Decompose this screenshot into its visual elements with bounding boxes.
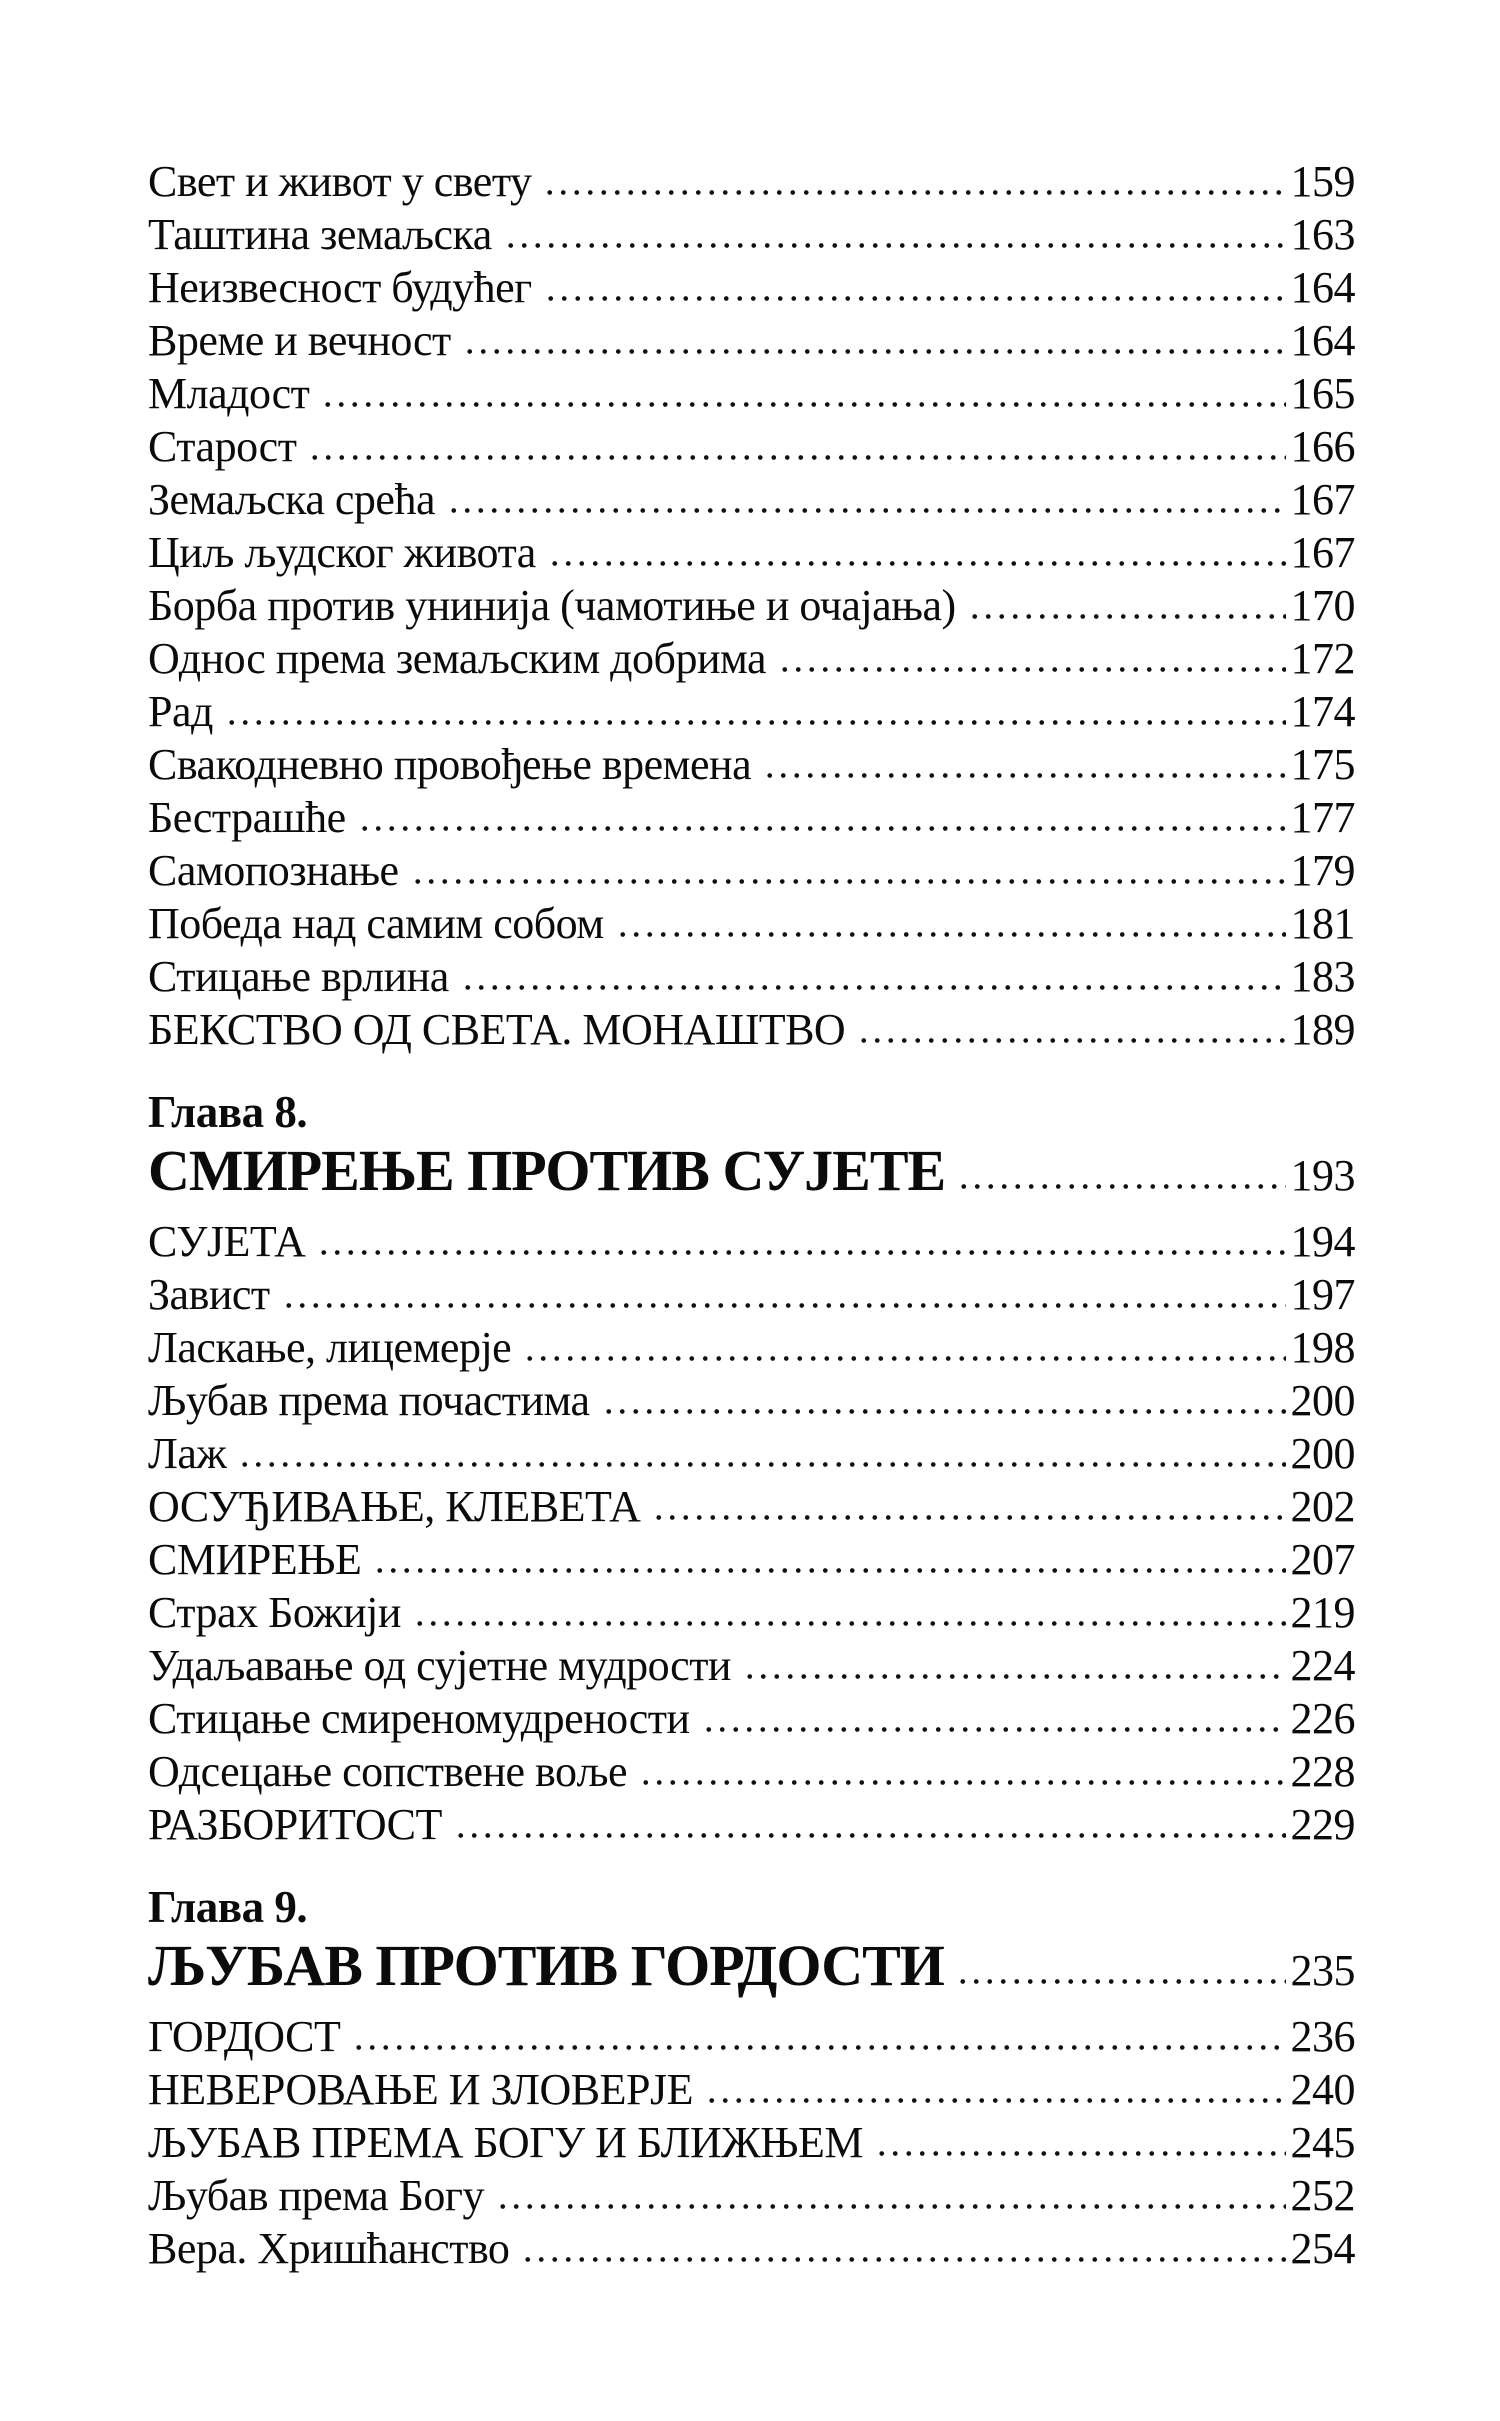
toc-row xyxy=(148,420,1355,473)
toc-entry-page-number: 167 xyxy=(1290,475,1355,524)
dot-leader xyxy=(413,1587,1286,1627)
toc-entry-label: Самопознање xyxy=(148,846,399,895)
toc-row xyxy=(148,844,1355,897)
toc-entry-page-number: 179 xyxy=(1290,846,1355,895)
toc-entry-page-number: 229 xyxy=(1290,1800,1355,1849)
toc-entry-label: Ласкање, лицемерје xyxy=(148,1323,512,1372)
toc-entry-page-number: 159 xyxy=(1290,157,1355,206)
dot-leader xyxy=(763,739,1285,779)
toc-row xyxy=(148,1003,1355,1056)
dot-leader xyxy=(463,315,1286,355)
toc-entry-page-number: 207 xyxy=(1290,1535,1355,1584)
dot-leader xyxy=(308,421,1285,461)
dot-leader xyxy=(616,898,1286,938)
dot-leader xyxy=(778,633,1285,673)
toc-entry-page-number: 200 xyxy=(1290,1429,1355,1478)
dot-leader xyxy=(411,845,1286,885)
toc-entry-label: Вера. Хришћанство xyxy=(148,2224,510,2273)
toc-row xyxy=(148,1692,1355,1745)
chapter-heading: Глава 9. xyxy=(148,1882,308,1932)
toc-row xyxy=(148,1480,1355,1533)
toc-entry-page-number: 240 xyxy=(1290,2065,1355,2114)
toc-entry-page-number: 198 xyxy=(1290,1323,1355,1372)
dot-leader xyxy=(956,1945,1286,1985)
toc-row xyxy=(148,526,1355,579)
toc-row xyxy=(148,950,1355,1003)
toc-entry-page-number: 181 xyxy=(1290,899,1355,948)
toc-row xyxy=(148,367,1355,420)
toc-entry-page-number: 245 xyxy=(1290,2118,1355,2167)
toc-page xyxy=(148,0,1355,2275)
toc-entry-label: Удаљавање од сујетне мудрости xyxy=(148,1641,731,1690)
toc-entry-label: Љубав према Богу xyxy=(148,2171,484,2220)
toc-row xyxy=(148,1268,1355,1321)
toc-entry-label: Свет и живот у свету xyxy=(148,157,532,206)
toc-row xyxy=(148,1745,1355,1798)
toc-entry-label: Младост xyxy=(148,369,310,418)
toc-entry-label: БЕКСТВО ОД СВЕТА. МОНАШТВО xyxy=(148,1005,846,1054)
dot-leader xyxy=(321,368,1285,408)
dot-leader xyxy=(702,1693,1286,1733)
toc-entry-label: РАЗБОРИТОСТ xyxy=(148,1800,442,1849)
toc-entry-page-number: 200 xyxy=(1290,1376,1355,1425)
toc-entry-page-number: 189 xyxy=(1290,1005,1355,1054)
toc-row xyxy=(148,314,1355,367)
dot-leader xyxy=(548,527,1286,567)
toc-entry-page-number: 166 xyxy=(1290,422,1355,471)
dot-leader xyxy=(447,474,1286,514)
dot-leader xyxy=(544,262,1286,302)
toc-entry-label: Лаж xyxy=(148,1429,227,1478)
toc-entry-label: Бестрашће xyxy=(148,793,346,842)
chapter-title-row xyxy=(148,1934,1355,1998)
toc-row xyxy=(148,473,1355,526)
dot-leader xyxy=(523,1322,1285,1362)
toc-entry-label: ОСУЂИВАЊЕ, КЛЕВЕТА xyxy=(148,1482,641,1531)
toc-entry-label: Страх Божији xyxy=(148,1588,401,1637)
toc-entry-label: Завист xyxy=(148,1270,270,1319)
toc-row xyxy=(148,1374,1355,1427)
toc-row xyxy=(148,1639,1355,1692)
toc-row xyxy=(148,2063,1355,2116)
toc-entry-label: Време и вечност xyxy=(148,316,451,365)
toc-row xyxy=(148,2116,1355,2169)
toc-row xyxy=(148,1533,1355,1586)
chapter-heading: Глава 8. xyxy=(148,1087,308,1137)
toc-entry-page-number: 164 xyxy=(1290,316,1355,365)
toc-entry-label: Циљ људског живота xyxy=(148,528,536,577)
toc-entry-page-number: 228 xyxy=(1290,1747,1355,1796)
toc-entry-label: Свакодневно провођење времена xyxy=(148,740,752,789)
dot-leader xyxy=(282,1269,1286,1309)
toc-entry-page-number: 174 xyxy=(1290,687,1355,736)
dot-leader xyxy=(454,1799,1286,1839)
toc-entry-page-number: 224 xyxy=(1290,1641,1355,1690)
toc-entry-page-number: 172 xyxy=(1290,634,1355,683)
dot-leader xyxy=(373,1534,1285,1574)
toc-entry-page-number: 226 xyxy=(1290,1694,1355,1743)
toc-entry-label: ГОРДОСТ xyxy=(148,2012,341,2061)
toc-entry-page-number: 197 xyxy=(1290,1270,1355,1319)
toc-entry-label: Стицање смиреномудрености xyxy=(148,1694,690,1743)
toc-entry-page-number: 194 xyxy=(1290,1217,1355,1266)
toc-entry-label: Однос према земаљским добрима xyxy=(148,634,767,683)
toc-row xyxy=(148,1798,1355,1851)
toc-entry-label: Таштина земаљска xyxy=(148,210,492,259)
toc-entry-label: СМИРЕЊЕ xyxy=(148,1535,362,1584)
dot-leader xyxy=(957,1150,1285,1190)
toc-row xyxy=(148,1427,1355,1480)
toc-entry-label: Старост xyxy=(148,422,297,471)
dot-leader xyxy=(317,1216,1285,1256)
toc-row xyxy=(148,261,1355,314)
toc-entry-page-number: 164 xyxy=(1290,263,1355,312)
chapter-title-page-number: 235 xyxy=(1290,1946,1355,1995)
toc-row xyxy=(148,632,1355,685)
toc-entry-page-number: 170 xyxy=(1290,581,1355,630)
dot-leader xyxy=(225,686,1286,726)
toc-entry-page-number: 254 xyxy=(1290,2224,1355,2273)
toc-entry-page-number: 175 xyxy=(1290,740,1355,789)
chapter-title-label: СМИРЕЊЕ ПРОТИВ СУЈЕТЕ xyxy=(148,1138,946,1203)
dot-leader xyxy=(358,792,1286,832)
toc-row xyxy=(148,2222,1355,2275)
chapter-title-label: ЉУБАВ ПРОТИВ ГОРДОСТИ xyxy=(148,1933,944,1998)
dot-leader xyxy=(496,2170,1286,2210)
toc-entry-page-number: 183 xyxy=(1290,952,1355,1001)
toc-row xyxy=(148,155,1355,208)
toc-entry-page-number: 219 xyxy=(1290,1588,1355,1637)
toc-entry-label: Стицање врлина xyxy=(148,952,449,1001)
dot-leader xyxy=(521,2223,1285,2263)
toc-entry-page-number: 252 xyxy=(1290,2171,1355,2220)
toc-entry-label: Рад xyxy=(148,687,213,736)
dot-leader xyxy=(352,2011,1285,2051)
dot-leader xyxy=(705,2064,1286,2104)
toc-row xyxy=(148,738,1355,791)
dot-leader xyxy=(875,2117,1285,2157)
toc-row xyxy=(148,791,1355,844)
dot-leader xyxy=(602,1375,1286,1415)
dot-leader xyxy=(461,951,1286,991)
chapter-title-page-number: 193 xyxy=(1290,1151,1355,1200)
toc-row xyxy=(148,685,1355,738)
dot-leader xyxy=(652,1481,1285,1521)
toc-entry-page-number: 177 xyxy=(1290,793,1355,842)
toc-row xyxy=(148,2169,1355,2222)
toc-row xyxy=(148,2010,1355,2063)
dot-leader xyxy=(504,209,1286,249)
toc-entry-page-number: 167 xyxy=(1290,528,1355,577)
dot-leader xyxy=(543,156,1285,196)
toc-row xyxy=(148,1321,1355,1374)
toc-row xyxy=(148,1215,1355,1268)
toc-entry-page-number: 165 xyxy=(1290,369,1355,418)
toc-entry-label: Земаљска срећа xyxy=(148,475,435,524)
toc-entry-label: НЕВЕРОВАЊЕ И ЗЛОВЕРЈЕ xyxy=(148,2065,693,2114)
toc-row xyxy=(148,579,1355,632)
toc-entry-label: ЉУБАВ ПРЕМА БОГУ И БЛИЖЊЕМ xyxy=(148,2118,864,2167)
toc-entry-label: Неизвесност будућег xyxy=(148,263,532,312)
toc-row xyxy=(148,897,1355,950)
toc-entry-label: Љубав према почастима xyxy=(148,1376,590,1425)
chapter-title-row xyxy=(148,1139,1355,1203)
toc-entry-label: СУЈЕТА xyxy=(148,1217,306,1266)
toc-entry-label: Одсецање сопствене воље xyxy=(148,1747,628,1796)
toc-row xyxy=(148,1586,1355,1639)
dot-leader xyxy=(968,580,1286,620)
toc-entry-page-number: 202 xyxy=(1290,1482,1355,1531)
toc-entry-page-number: 236 xyxy=(1290,2012,1355,2061)
dot-leader xyxy=(639,1746,1285,1786)
dot-leader xyxy=(743,1640,1286,1680)
toc-entry-label: Победа над самим собом xyxy=(148,899,604,948)
dot-leader xyxy=(238,1428,1285,1468)
dot-leader xyxy=(857,1004,1285,1044)
toc-entry-page-number: 163 xyxy=(1290,210,1355,259)
toc-row xyxy=(148,208,1355,261)
toc-entry-label: Борба против унинија (чамотиње и очајања) xyxy=(148,581,956,630)
